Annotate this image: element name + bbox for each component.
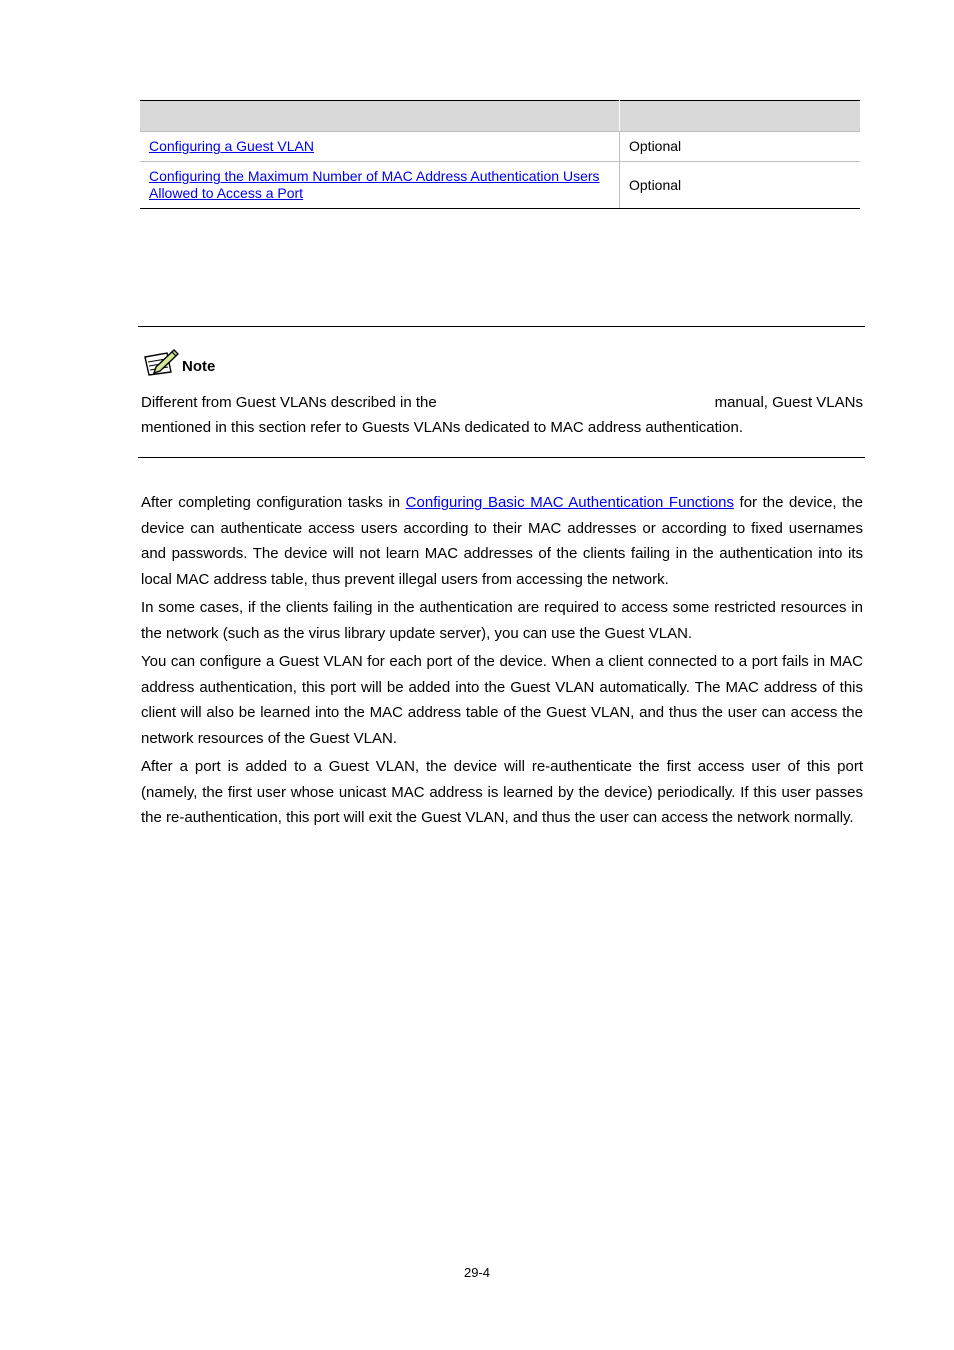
table-cell-remark: Optional: [620, 132, 861, 162]
note-line-1-end: manual, Guest VLANs: [714, 394, 863, 411]
paragraph-4: After a port is added to a Guest VLAN, the device will re-authenticate the first access user of this port (namely, the first user whose unicast MAC address is learned by the device) periodically. If this user passes the re-authentication, this port will exit the Guest VLAN, and thus the user can access the network normally.: [141, 758, 863, 826]
note-reference-gap: [481, 390, 671, 415]
note-line-1-start: Different from Guest VLANs described in the: [141, 394, 437, 411]
paragraph-1: [141, 490, 863, 592]
page-number: 29-4: [463, 1265, 491, 1280]
table-header-task: [140, 101, 620, 132]
basic-mac-auth-link[interactable]: Configuring Basic MAC Authentication Functions: [405, 494, 734, 511]
guest-vlan-link[interactable]: Configuring a Guest VLAN: [149, 138, 314, 154]
note-top-rule: [138, 326, 865, 327]
table-header-remarks: [620, 101, 861, 132]
paragraph-1-start: After completing configuration tasks in: [141, 494, 406, 511]
paragraph-2: In some cases, if the clients failing in the authentication are required to access some restricted resources in the network (such as the virus library update server), you can use the Guest VLAN.: [141, 599, 863, 642]
note-text: [141, 390, 863, 440]
table-row: [140, 132, 860, 162]
note-pencil-icon: [142, 346, 180, 376]
note-line-1: [141, 390, 863, 415]
table-cell-remark: Optional: [620, 162, 861, 209]
note-line-2: mentioned in this section refer to Guests VLANs dedicated to MAC address authentication.: [141, 419, 743, 436]
body-text: [141, 490, 863, 834]
table-cell-task: [140, 132, 620, 162]
table-row: [140, 162, 860, 209]
note-bottom-rule: [138, 457, 865, 458]
paragraph-3: You can configure a Guest VLAN for each port of the device. When a client connected to a port fails in MAC address authentication, this port will be added into the Guest VLAN automatically. The MAC address of this client will also be learned into the MAC address table of the Guest VLAN, and thus the user can access the network resources of the Guest VLAN.: [141, 653, 863, 747]
task-table: [140, 100, 860, 209]
paragraph-1-end: for the device, the device can authenticate access users according to their MAC addresses or according to fixed usernames and passwords. The device will not learn MAC addresses of the clients failing in the authentication into its local MAC address table, thus prevent illegal users from accessing the network.: [141, 494, 863, 588]
table-cell-task: [140, 162, 620, 209]
note-header: [142, 346, 215, 376]
note-label: Note: [182, 358, 216, 375]
max-users-link[interactable]: Configuring the Maximum Number of MAC Address Authentication Users Allowed to Access a Port: [149, 168, 600, 201]
table-header-row: [140, 101, 860, 132]
